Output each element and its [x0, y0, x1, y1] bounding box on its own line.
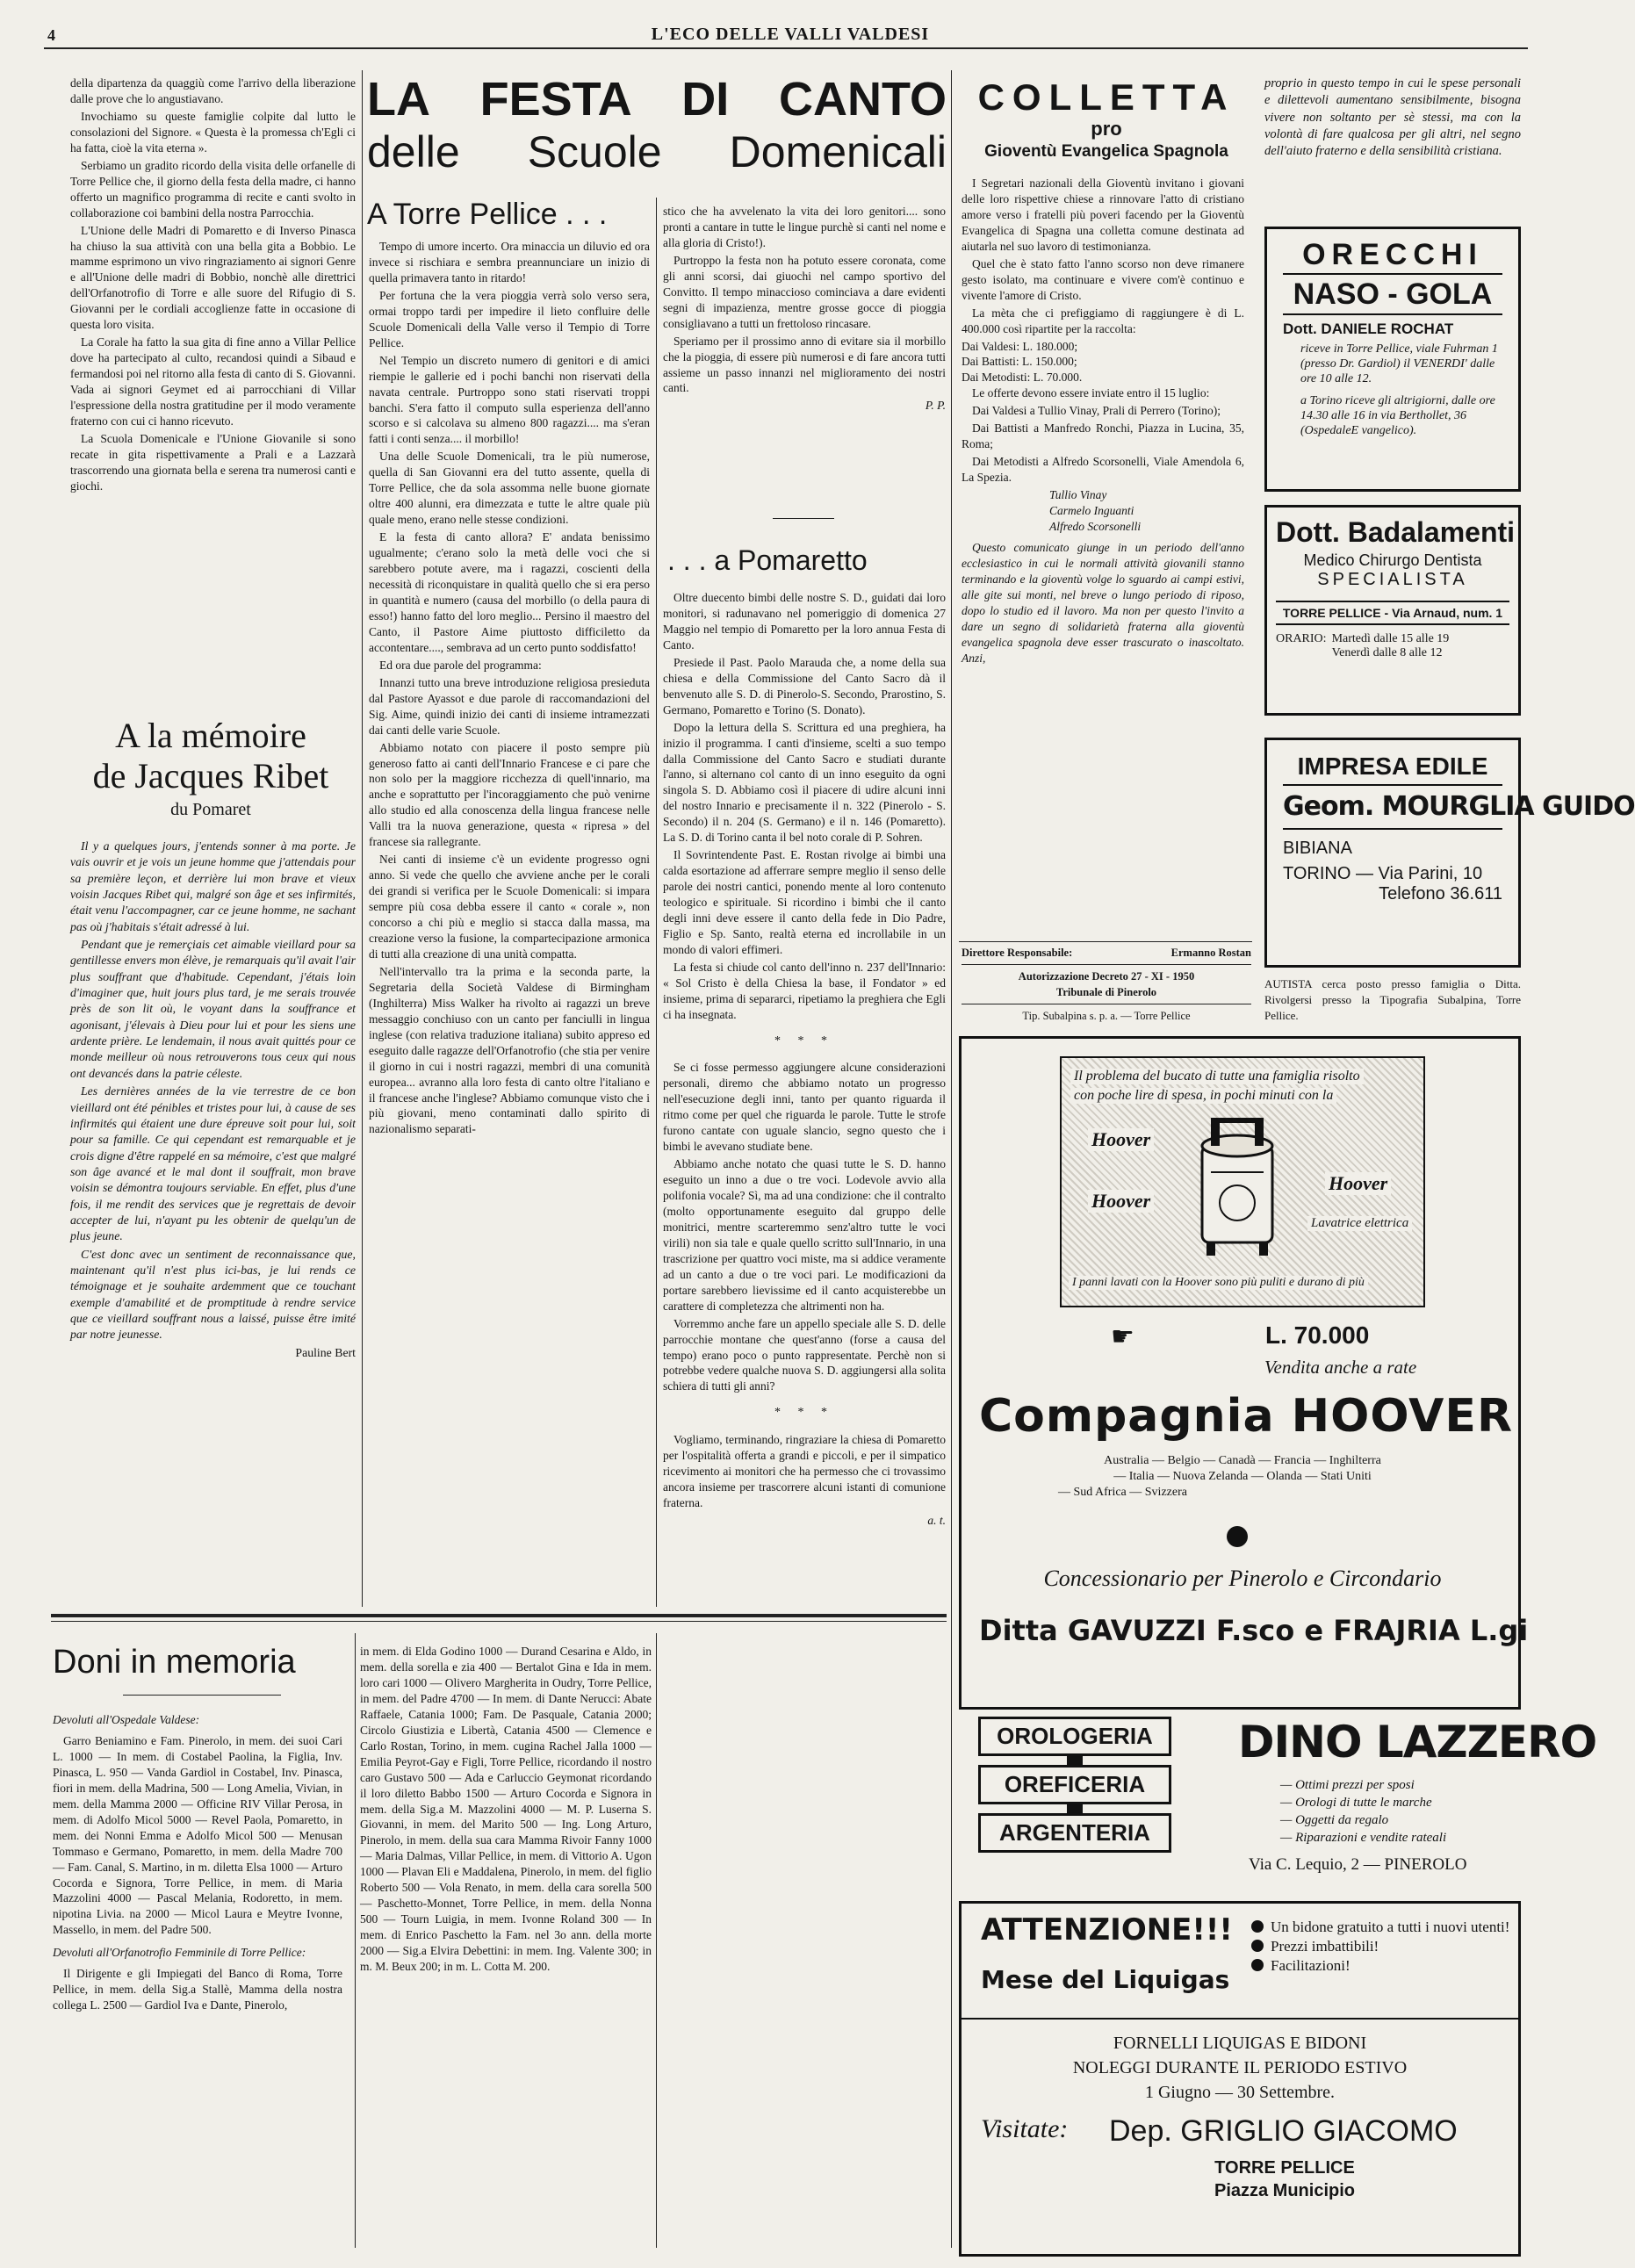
lazzero-left-spacer — [1067, 1756, 1083, 1765]
hoover-script3: I panni lavati con la Hoover sono più puliti e durano di più — [1069, 1276, 1368, 1290]
badalamenti-hours-list — [1332, 632, 1450, 660]
colletta-header — [959, 77, 1254, 163]
liquigas-bullet-text: Facilitazioni! — [1271, 1957, 1350, 1974]
quota-line: Dai Valdesi: L. 180.000; — [962, 339, 1078, 353]
countries-line: Australia — Belgio — Canadà — Francia — Inghilterra — [1104, 1454, 1381, 1467]
headline-word: FESTA — [479, 73, 632, 126]
lazzero-item: — Oggetti da regalo — [1280, 1813, 1389, 1827]
liquigas-bullet — [1251, 1918, 1515, 1937]
countries-line: — Italia — Nuova Zelanda — Olanda — Stati Uniti — [1113, 1470, 1372, 1483]
signer: Alfredo Scorsonelli — [1049, 520, 1142, 534]
doni-list: Garro Beniamino e Fam. Pinerolo, in mem. dei suoi Cari L. 1000 — In mem. di Costabel Paolina, la Figlia, Inv. Pinasca, L. 950 — Vanda Gardiol in Costabel, Inv. Pinasca, fiori in mem. della Madrina, 500 — Long Amelia, Vivian, in mem. della Mamma 2000 — Officine RIV Villar Perosa, in mem. di Adolfo Micol 5000 — Revel Paola, Pomaretto, in mem. dei Nonni Emma e Adolfo Micol 500 — Menusan Tommaso e Germano, Pomaretto, in mem. della Madre 700 — Fam. Canal, S. Martino, in m. diletta Elsa 1000 — Arturo Cocorda e Signora, Torre Pellice, in mem. di Maria Mazzolini 4000 — Pascal Melania, Rodoretto, in mem. nipotina Livia. na 2000 — Micol Laura e Meytre Ivonne, Massello, in mem. del Padre 500. — [53, 1733, 342, 1937]
colletta-continuation: proprio in questo tempo in cui le spese personali e dilettevoli aumentano sensibilmente, bisogna vivere non soltanto per sè stessi, ma con la volontà di fare qualcosa per gli altri, nel segno dell'aiuto fraterno e della sensibilità cristiana. — [1264, 76, 1521, 159]
paragraph: Quel che è stato fatto l'anno scorso non deve rimanere gesto isolato, ma continuare e vivere com'è continuo e vivente l'amore di Cristo. — [962, 256, 1244, 302]
paragraph: Nel Tempio un discreto numero di genitori e di amici riempie le gallerie ed i pochi banchi non riservati della navata centrale. Purtroppo sono stati riservati troppi banchi. S'era fatto il computo sulla esperienza dell'anno scorso e si calcolava su almeno 800 ragazzi.... ma s'eran fatti i conti senza.... il morbillo! — [369, 353, 650, 446]
column-rule — [362, 70, 363, 1607]
doni-list: in mem. di Elda Godino 1000 — Durand Cesarina e Aldo, in mem. della sorella e zia 400 — Bertalot Gina e Ida in mem. loro cari 1000 — Olivero Margherita in Oudry, Torre Pellice, in mem. del Padre 4700 — In mem. di Dante Nerucci: Abate Raffaele, Catania 1000; Fam. De Pasquale, Catania 2000; Circolo Giustizia e Libertà, Catania 4500 — Clemence e Carlo Rostan, Torino, in mem. cugina Rachel Jalla 1000 — Emilia Peyrot-Gay e Figli, Torre Pellice, ricordando il nostro caro Gustavo 500 — Ada e Carluccio Geymonat ricordando il loro diletto Babbo 1500 — Arturo Cocorda e Signora in mem. della Sig.a M. Mazzolini 4000 — M. P. Luserna S. Giovanni, in mem. del Marito 500 — Ing. Long Arturo, Pinerolo, in mem. della sua cara Mamma Rivoir Fanny 1000 — Maria Dalmas, Villar Pellice, in mem. di Vittorio A. Ugon 1000 — Plavan Eli e Maddalena, Pinerolo, in mem. del figlio Roberto 500 — Vola Renato, in mem. della cara sorella 500 — Paschetto-Monnet, Torre Pellice, in mem. della Nonna 500 — Tourn Luigia, in mem. Ivonne Roland 300 — In mem. di Enrico Paschetto la Fam. nel 3o ann. della morte 2000 — Sig.a Elvira Debettini: in mem. Ing. Valente 300; in m. M. Beux 200; in m. L. Cotta M. 200. — [360, 1645, 652, 1974]
liquigas-fornelli: FORNELLI LIQUIGAS E BIDONI — [1113, 2034, 1367, 2053]
hoover-price: L. 70.000 — [1265, 1321, 1370, 1349]
hoover-brand-3: Hoover — [1325, 1172, 1391, 1195]
ribet-title-line2: de Jacques Ribet — [92, 756, 329, 796]
address: Dai Metodisti a Alfredo Scorsonelli, Viale Amendola 6, La Spezia. — [962, 455, 1244, 485]
rochat-doctor: Dott. DANIELE ROCHAT — [1283, 320, 1454, 337]
ribet-article — [70, 839, 356, 1594]
paragraph: La festa si chiude col canto dell'inno n. 237 dell'Innario: « Sol Cristo è della Chiesa la base, il Fondator » ed insieme, prima di separarci, ripetiamo la preghiera che Egli ci ha insegnata. — [663, 960, 946, 1021]
paragraph: Una delle Scuole Domenicali, tra le più numerose, quella di San Giovanni era del tutto assente, quella di Torre Pellice, che da sola assomma nelle buone giornate oltre 400 alunni, era dimezzata e tutte le altre quale più quale meno, erano nelle stesse condizioni. — [369, 450, 650, 527]
imprint — [962, 945, 1251, 1024]
imprint-director-row — [962, 945, 1251, 961]
lazzero-name: DINO LAZZERO — [1238, 1717, 1597, 1768]
page-number: 4 — [47, 26, 55, 44]
paragraph: Abbiamo notato con piacere il posto sempre più generoso fatto ai canti dell'Innario Francese e ci pare che non solo per la maggiore ricchezza di quell'innario, ma anche e soprattutto per l'incoraggiamento che può venirne allo studio ed alla conoscenza della lingua francese nelle Valli tra la nuova generazione, questa « ripresa » del francese sia rallegrante. — [369, 740, 650, 849]
countries-line: — Sud Africa — Svizzera — [1058, 1486, 1187, 1499]
hoover-rate: Vendita anche a rate — [1264, 1357, 1417, 1378]
paragraph: Pendant que je remerçiais cet aimable vieillard pour sa gentillesse envers mon élève, je remarquais qu'il avait l'air plus souffrant que d'habitude. Cependant, j'étais loin d'imaginer que, huit jours plus tard, je me serais trouvée près de son lit où, le voyant dans la souffrance et agonisant, j'élevais à Dieu pour lui et pour les siens une ardente prière. Le lendemain, il nous avait quittés pour ce monde meilleur où nous retrouverons tous ceux qui nous ont devancés dans la patrie céleste. — [70, 938, 356, 1080]
quota-line: Dai Battisti: L. 150.000; — [962, 355, 1077, 369]
paragraph: Il y a quelques jours, j'entends sonner à ma porte. Je vais ouvrir et je vois un jeune homme que j'attendais pour sa première leçon, et derrière lui mon brave et vieux voisin Jacques Ribet qui, malgré son âge et ses infirmités, était venu l'accompagner, car ce jeune homme, ne sachant pas où j'habitais s'était adressé à lui. — [70, 839, 356, 933]
hoover-company: Compagnia HOOVER — [979, 1390, 1513, 1443]
hoover-lavatrice: Lavatrice elettrica — [1307, 1216, 1412, 1231]
paragraph: E la festa di canto allora? E' andata benissimo ugualmente; c'erano solo la metà delle voci che si sarebbero potute avere, ma i ragazzi, coscienti della necessità di riconquistare in qualità quello che si era perso in quantità e numero (causa del morbillo (o della paura di esso!) hanno fatto del loro meglio... Persino il maestro del Canto, il Pastore Aime piuttosto difficiletto da accontentare...., sembrava ad un certo punto soddisfatto! — [369, 530, 650, 654]
doni-section-title: Devoluti all'Orfanotrofio Femminile di Torre Pellice: — [53, 1946, 306, 1960]
doni-rule — [51, 1614, 947, 1617]
imprint-tribunal: Tribunale di Pinerolo — [1055, 986, 1157, 998]
hoover-script1: Il problema del bucato di tutte una famiglia risolto — [1070, 1069, 1364, 1084]
header-rule — [44, 47, 1528, 49]
lazzero-left-box: ARGENTERIA — [978, 1813, 1171, 1853]
impresa-city: BIBIANA — [1283, 839, 1352, 858]
autista-classified: AUTISTA cerca posto presso famiglia o Ditta. Rivolgersi presso la Tipografia Subalpina, Torre Pellice. — [1264, 977, 1521, 1022]
pomaretto-signature: a. t. — [927, 1513, 946, 1527]
imprint-print: Tip. Subalpina s. p. a. — Torre Pellice — [962, 1004, 1251, 1024]
hoover-ditta: Ditta GAVUZZI F.sco e FRAJRIA L.gi — [979, 1614, 1529, 1647]
paragraph: C'est donc avec un sentiment de reconnaissance que, maintenant qu'il n'est plus ici-bas, je lui rends ce témoignage et je souhaite ardemment que ce touchant exemple d'amabilité et de promptitude à rendre service que ce vieillard souffrant nous a laissé, puisse être imité par notre jeunesse. — [70, 1247, 356, 1342]
paragraph: della dipartenza da quaggiù come l'arrivo della liberazione dalle prove che lo angustiavano. — [70, 76, 356, 105]
festa-column-a — [369, 239, 650, 1609]
ribet-subtitle: du Pomaret — [170, 800, 251, 819]
colletta-pro: pro — [1091, 118, 1122, 140]
doni-column-1 — [53, 1712, 342, 2257]
badalamenti-hours-label: ORARIO: — [1276, 632, 1327, 645]
address: Dai Battisti a Manfredo Ronchi, Piazza in Lucina, 35, Roma; — [962, 421, 1244, 451]
impresa-title: IMPRESA EDILE — [1297, 752, 1488, 780]
impresa-torino: TORINO — Via Parini, 10 — [1283, 864, 1483, 883]
festa-headline-line2 — [367, 125, 947, 179]
paragraph: Per fortuna che la vera pioggia verrà solo verso sera, ormai troppo tardi per impedire il lieto confluire delle Scuole Domenicali della Valle verso il Tempio di Torre Pellice. — [369, 288, 650, 349]
paragraph: Innanzi tutto una breve introduzione religiosa presieduta dal Pastore Ayassot e due parole di raccomandazioni del Sig. Aime, quindi inizio dei canti di insieme intramezzati dai canti delle varie Scuole. — [369, 675, 650, 737]
section-break: * * * — [774, 1033, 834, 1048]
headline-word: delle — [367, 127, 460, 176]
lazzero-item: — Orologi di tutte le marche — [1280, 1796, 1432, 1810]
festa-headline-line1 — [367, 72, 947, 126]
hoover-concessionario: Concessionario per Pinerolo e Circondario — [1043, 1566, 1442, 1591]
paragraph: Purtroppo la festa non ha potuto essere coronata, come gli anni scorsi, dai giuochi nel campo sportivo del Convitto. Il tempo minaccioso cominciava a dare evidenti segni di impazienza, mentre grosse gocce di pioggia consigliavano a tutti un frettoloso rincasare. — [663, 253, 946, 330]
imprint-director-name: Ermanno Rostan — [1170, 947, 1251, 959]
lazzero-address: Via C. Lequio, 2 — PINEROLO — [1249, 1855, 1467, 1874]
doni-list: Il Dirigente e gli Impiegati del Banco di Roma, Torre Pellice, in mem. della Sig.a Stallè, Mamma della nostra collega L. 2500 — Gardiol Iva e Dante, Pinerolo, — [53, 1967, 342, 2012]
doni-section-title: Devoluti all'Ospedale Valdese: — [53, 1713, 200, 1726]
badalamenti-ad — [1264, 505, 1521, 716]
paragraph: Presiede il Past. Paolo Marauda che, a nome della sua chiesa e della Commissione del Canto Sacro dà il benvenuto alle S. D. di Pinerolo-S. Secondo, Prarostino, S. Germano, Pomaretto e Torino (S. Donato). — [663, 655, 946, 716]
festa-column-b — [663, 204, 946, 493]
signer: Carmelo Inguanti — [1049, 504, 1134, 518]
quota-line: Dai Metodisti: L. 70.000. — [962, 371, 1083, 385]
hoover-brand-1: Hoover — [1088, 1128, 1154, 1151]
liquigas-bullet-text: Un bidone gratuito a tutti i nuovi utenti! — [1271, 1919, 1510, 1935]
paragraph: Vogliamo, terminando, ringraziare la chiesa di Pomaretto per l'ospitalità offerta a grandi e piccoli, e per il simpatico ricevimento ai monitori che ha permesso che ci trovassimo ancora insieme per trascorrere alcuni istanti di comunione fraterna. — [663, 1432, 946, 1509]
rochat-line1: ORECCHI — [1302, 238, 1483, 271]
ribet-signature: Pauline Bert — [295, 1345, 356, 1359]
lazzero-left-box: OROLOGERIA — [978, 1717, 1171, 1756]
liquigas-ad — [959, 1901, 1521, 2257]
lazzero-left-spacer — [1067, 1804, 1083, 1813]
imprint-director-label: Direttore Responsabile: — [962, 947, 1073, 959]
liquigas-piazza: Piazza Municipio — [1214, 2181, 1356, 2200]
doni-title: Doni in memoria — [53, 1644, 296, 1681]
badalamenti-hours-row: Martedì dalle 15 alle 19 — [1331, 632, 1450, 645]
column-1-top — [70, 76, 356, 708]
lazzero-item: — Riparazioni e vendite rateali — [1280, 1831, 1447, 1845]
badalamenti-name: Dott. Badalamenti — [1276, 516, 1516, 548]
torre-subtitle: A Torre Pellice . . . — [367, 198, 608, 231]
hoover-brand-2: Hoover — [1088, 1190, 1154, 1213]
impresa-name: Geom. MOURGLIA GUIDO — [1283, 784, 1502, 830]
liquigas-dep: Dep. GRIGLIO GIACOMO — [1109, 2114, 1458, 2148]
paragraph: Questo comunicato giunge in un periodo dell'anno ecclesiastico in cui le normali attività giovanili stanno terminando e la gioventù volge lo sguardo ai campi estivi, alle gite sui monti, nel breve o lungo periodo di riposo, dopo lo studio ed il lavoro. Ma non per questo l'invito a dare un segno di solidarietà fraterna alla gioventù evangelica spagnola deve esser trascurato o inascoltato. Anzi, — [962, 540, 1244, 665]
badalamenti-hours-row: Venerdì dalle 8 alle 12 — [1331, 646, 1443, 659]
hoover-script2: con poche lire di spesa, in pochi minuti con la — [1070, 1088, 1336, 1104]
liquigas-visitate: Visitate: — [981, 2114, 1069, 2143]
address: Dai Valdesi a Tullio Vinay, Prali di Perrero (Torino); — [972, 404, 1221, 418]
lazzero-left — [978, 1717, 1171, 1853]
liquigas-bullet — [1251, 1956, 1515, 1976]
paragraph: Vorremmo anche fare un appello speciale alle S. D. delle parrocchie montane che quest'anno (forse a causa del tempo) erano poco o punto rappresentate. Perchè non si potrebbe vedere qualche nuova S. D. aggiungersi alla solita schiera di tutti gli anni? — [663, 1316, 946, 1393]
headline-word: CANTO — [778, 73, 947, 126]
liquigas-bullets — [1251, 1918, 1515, 1976]
colletta-article — [962, 176, 1244, 931]
paragraph: Nei canti di insieme c'è un evidente progresso ogni anno. Si vede che quello che avviene anche per le corali dei grandi si verifica per le Scuole Domenicali: si impara sempre più cosa debba essere il canto « corale », non concorso a chi più e meglio si stacca dalla massa, ma creazione verso la fusione, la compartecipazione armonica di tutti alla creazione di una unità compatta. — [369, 853, 650, 961]
ribet-title — [53, 716, 369, 823]
colletta-subtitle: Gioventù Evangelica Spagnola — [984, 142, 1228, 161]
pomaretto-subtitle: . . . a Pomaretto — [667, 544, 868, 576]
badalamenti-line1: Medico Chirurgo Dentista — [1303, 551, 1482, 569]
hoover-illustration — [1060, 1056, 1425, 1307]
rochat-text2: a Torino riceve gli altrigiorni, dalle ore 14.30 alle 16 in via Berthollet, 36 (OspedaleE vangelico). — [1300, 394, 1495, 437]
paragraph: La Scuola Domenicale e l'Unione Giovanile si sono recate in gita rispettivamente a Prali e a Lazzarà trascorrendo una giornata bella e serena tra numerosi canti e giochi. — [70, 431, 356, 493]
paragraph: Le offerte devono essere inviate entro il 15 luglio: — [972, 386, 1210, 400]
liquigas-city: TORRE PELLICE — [1214, 2158, 1355, 2178]
impresa-phone: Telefono 36.611 — [1379, 884, 1502, 904]
hoover-ad — [959, 1036, 1529, 1710]
imprint-rule — [959, 941, 1252, 942]
doni-column-2 — [360, 1644, 652, 2254]
washing-machine-icon — [1193, 1111, 1290, 1260]
separator — [773, 518, 834, 519]
paragraph: stico che ha avvelenato la vita dei loro genitori.... sono pronti a cantare in tutte le lingue purchè si canti nel nome e alla gloria di Cristo!). — [663, 205, 946, 249]
column-rule — [656, 1633, 657, 2248]
badalamenti-line2: SPECIALISTA — [1317, 570, 1468, 589]
paragraph: Tempo di umore incerto. Ora minaccia un diluvio ed ora invece si rischiara e sembra preannunciare un inizio di quella primavera tanto in ritardo! — [369, 240, 650, 284]
hoover-countries — [997, 1453, 1488, 1501]
paragraph: Speriamo per il prossimo anno di evitare sia il morbillo che la pioggia, di essere più numerosi e di fare ancora tutti assieme un passo innanzi nel miglioramento dei nostri canti. — [663, 334, 946, 395]
paragraph: L'Unione delle Madri di Pomaretto e di Inverso Pinasca ha chiuso la sua attività con una bella gita a Bobbio. Le mamme esprimono un vivo ringraziamento ai signori Genre e all'Unione delle madri di Bobbio, nonchè alle direttrici dell'Orfanotrofio di Torre e alle suore del Rifugio di S. Giovanni per le cordiali accoglienze fatte in occasione di questa loro visita. — [70, 223, 356, 332]
paragraph: Dopo la lettura della S. Scrittura ed una preghiera, ha inizio il programma. I canti d'insieme, scelti a suo tempo dalla Commissione del Canto Sacro e studiati durante l'anno, si alternano col canto di un inno eseguito da ogni singola S. D. Abbiamo così il piacere di udire alcuni inni del nostro Innario e precisamente il n. 322 (Pinerolo - S. Secondo) il n. 204 (S. Germano) e il n. 146 (Pomaretto). La S. D. di Torino canta il bel noto corale di P. Sohren. — [663, 720, 946, 845]
masthead: L'ECO DELLE VALLI VALDESI — [651, 25, 930, 44]
pointing-hand-icon: ☛ — [1111, 1322, 1134, 1351]
liquigas-noleggi: NOLEGGI DURANTE IL PERIODO ESTIVO — [1072, 2058, 1408, 2077]
liquigas-dates: 1 Giugno — 30 Settembre. — [1144, 2083, 1336, 2102]
paragraph: Se ci fosse permesso aggiungere alcune considerazioni personali, diremo che abbiamo notato un progresso nell'esecuzione degli inni, tanto per quanto riguarda il ritmo come per quel che riguarda le parole. Tutte le strofe furono cantate con uguale slancio, segno questo che i bimbi le avevano studiate bene. — [663, 1061, 946, 1154]
column-rule — [656, 198, 657, 1607]
rochat-line2: NASO - GOLA — [1283, 273, 1502, 315]
paragraph: Il Sovrintendente Past. E. Rostan rivolge ai bimbi una calda esortazione ad afferrare sempre meglio il senso delle parole dei nostri cantici, ponendo mente al loro contenuto teologico e spirituale. Si ricordino i bimbi che il canto degli inni deve essere il canto della fede in Dio Padre, Figlio e Sp. Santo, realtà eterna ed incrollabile in un mondo di valori effimeri. — [663, 848, 946, 956]
headline-word: Domenicali — [729, 127, 947, 176]
ribet-title-line1: A la mémoire — [115, 716, 306, 755]
liquigas-attention: ATTENZIONE!!! — [981, 1912, 1233, 1948]
paragraph: Les dernières années de la vie terrestre de ce bon vieillard ont été pénibles et tristes pour lui, à cause de ses infirmités qui étaient une dure épreuve soit pour lui, soit pour sa famille. Ce qui cependant est remarquable et je crois digne d'être rappelé en sa mémoire, c'est que malgré son âge avancé et le mal dont il souffrait, mon brave voisin se démontra toujours serviable. En effet, plus d'une fois, il me rendit des services que je regrettais de devoir accepter de lui, n'ayant pu les obtenir de quelqu'un de plus jeune. — [70, 1084, 356, 1243]
pomaretto-article — [663, 590, 946, 2250]
paragraph: Serbiamo un gradito ricordo della visita delle orfanelle di Torre Pellice che, il giorno della festa della madre, ci hanno offerto un magnifico programma di recite e canti svolto in collaborazione coi bambini della nostra Parrocchia. — [70, 158, 356, 220]
column-rule — [355, 1633, 356, 2248]
liquigas-bullet-text: Prezzi imbattibili! — [1271, 1938, 1379, 1955]
headline-word: DI — [681, 73, 730, 126]
liquigas-bullet — [1251, 1937, 1515, 1956]
bullet-dot-icon — [1251, 1940, 1264, 1952]
festa-headline — [367, 72, 947, 179]
paragraph: La mèta che ci prefiggiamo di raggiungere è di L. 400.000 così ripartite per la raccolta: — [962, 306, 1244, 335]
section-break: * * * — [774, 1406, 834, 1420]
lazzero-left-box: OREFICERIA — [978, 1765, 1171, 1804]
doni-rule-thin — [51, 1621, 947, 1622]
bullet-dot-icon — [1251, 1920, 1264, 1933]
badalamenti-hours — [1276, 632, 1509, 660]
liquigas-rule — [962, 2018, 1518, 2020]
rochat-ad — [1264, 227, 1521, 492]
liquigas-mese: Mese del Liquigas — [981, 1965, 1230, 1994]
impresa-ad — [1264, 738, 1635, 968]
badalamenti-address: TORRE PELLICE - Via Arnaud, num. 1 — [1276, 601, 1509, 625]
colletta-title: COLLETTA — [977, 76, 1235, 118]
column-rule — [951, 70, 952, 2248]
rochat-text1: riceve in Torre Pellice, viale Fuhrman 1 (presso Dr. Gardiol) il VENERDI' dalle ore 10 alle 12. — [1300, 342, 1498, 385]
paragraph: I Segretari nazionali della Gioventù invitano i giovani delle loro rispettive chiese a rinnovare l'atto di cristiano amore verso i fratelli più poveri facendo per la Gioventù Evangelica di Spagna una colletta comune destinata ad aiutarla nel suo lavoro di testimonianza. — [962, 176, 1244, 253]
paragraph: La Corale ha fatto la sua gita di fine anno a Villar Pellice dove ha partecipato al culto, recandosi quindi a Sibaud e fermandosi poi nel ritorno alla festa di canto di S. Giovanni. Vada ai signori Geymet ed ai parrocchiani di Villar l'espressione della nostra gratitudine per il modo veramente fraterno con cui ci hanno ricevuto. — [70, 335, 356, 428]
lazzero-items — [1280, 1776, 1446, 1847]
bullet-dot — [1227, 1526, 1248, 1547]
paragraph: Oltre duecento bimbi delle nostre S. D., guidati dai loro monitori, si radunavano nel pomeriggio di domenica 27 Maggio nel tempio di Pomaretto per la loro annua Festa di Canto. — [663, 591, 946, 652]
bullet-dot-icon — [1251, 1959, 1264, 1971]
lazzero-ad — [959, 1717, 1597, 1892]
paragraph: Nell'intervallo tra la prima e la seconda parte, la Segretaria della Società Valdese di Birmingham (Inghilterra) Miss Walker ha rivolto ai ragazzi un breve messaggio conchiuso con un canto per fanciulli in lingua inglese (con relativa traduzione italiana) subito appreso ed eseguito dalle ragazze dell'Orfanotrofio (che stia per venire il giorno in cui i nostri ragazzi, membri di una comunità europea... avranno alla loro festa di canto oltre l'italiano e il francese anche l'inglese? Abbiamo comunque visto che i più giovani, meno contaminati dallo spirito di nazionalismo separati- — [369, 964, 650, 1136]
headline-word: LA — [367, 73, 430, 126]
imprint-auth: Autorizzazione Decreto 27 - XI - 1950 — [962, 964, 1251, 984]
signer: Tullio Vinay — [1049, 488, 1107, 502]
paragraph: Ed ora due parole del programma: — [379, 658, 542, 672]
lazzero-item: — Ottimi prezzi per sposi — [1280, 1778, 1415, 1792]
festa-signature: P. P. — [925, 399, 946, 413]
paragraph: Invochiamo su queste famiglie colpite dal lutto le consolazioni del Signore. « Questa è la promessa ch'Egli ci ha fatta, cioè la vita eterna ». — [70, 109, 356, 155]
doni-title-rule — [123, 1695, 281, 1696]
paragraph: Abbiamo anche notato che quasi tutte le S. D. hanno eseguito un inno a due o tre voci. Lodevole avvio alla polifonia vocale? Sì, ma ad una condizione: che il contralto (molto opportunamente eseguito dal gruppo delle monitrici, mentre scarteremmo senz'altro tutte le voci virili) non sia tale e quale quello scritto sull'Innario, in una trascrizione per quattro voci miste, ma si addice veramente ad un canto a due o tre voci pari. Le modificazioni da portare sarebbero lievissime ed il canto acquisterebbe un carattere di completezza che altrimenti non ha. — [663, 1157, 946, 1313]
headline-word: Scuole — [527, 127, 662, 176]
